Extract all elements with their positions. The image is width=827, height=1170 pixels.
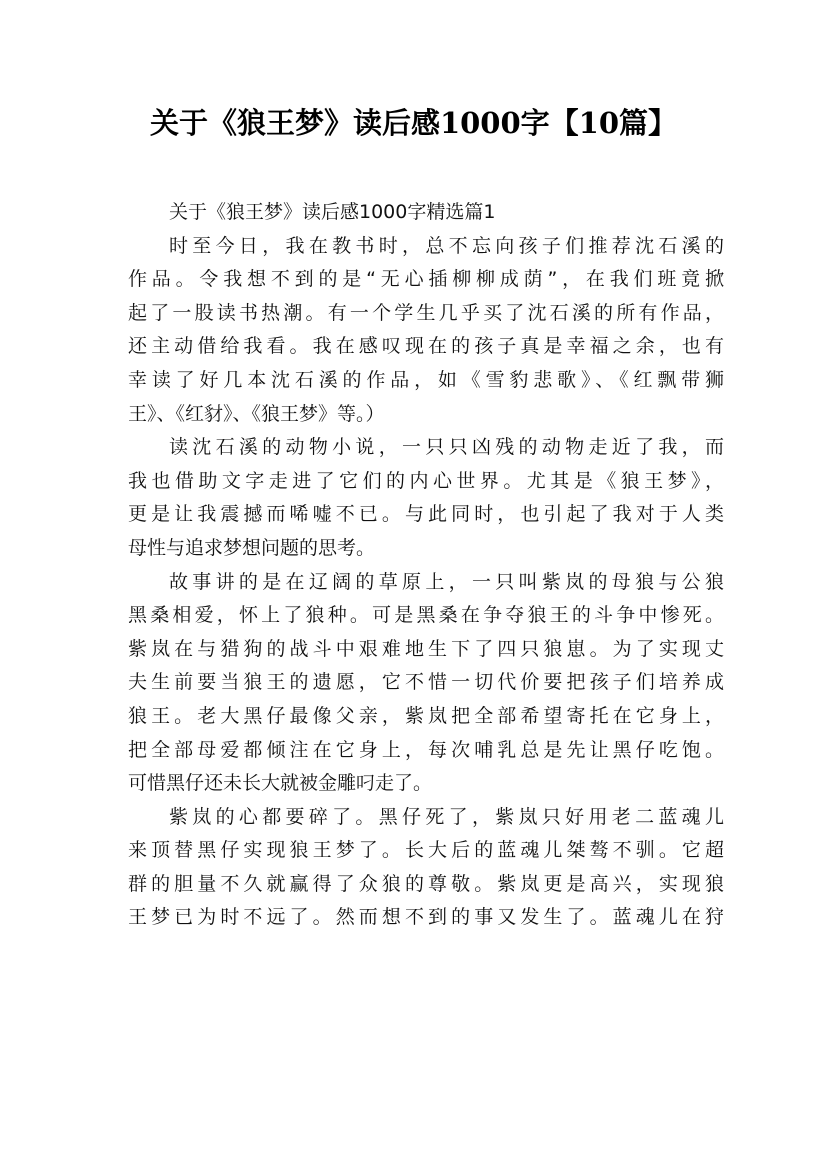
- section-heading: 关于《狼王梦》读后感1000字精选篇1: [169, 201, 496, 223]
- document-body: [128, 196, 724, 935]
- paragraph-line: 母性与追求梦想问题的思考。: [128, 536, 376, 559]
- paragraph-line: 作品。令我想不到的是“无心插柳柳成荫”，在我们班竟掀: [128, 268, 724, 291]
- paragraph-line: 把全部母爱都倾注在它身上，每次哺乳总是先让黑仔吃饱。: [128, 738, 724, 761]
- paragraph-line: 时至今日，我在教书时，总不忘向孩子们推荐沈石溪的: [169, 234, 724, 257]
- paragraph-line: 读沈石溪的动物小说，一只只凶残的动物走近了我，而: [169, 436, 724, 459]
- paragraph-line: 还主动借给我看。我在感叹现在的孩子真是幸福之余，也有: [128, 335, 724, 358]
- paragraph-line: 我也借助文字走进了它们的内心世界。尤其是《狼王梦》，: [128, 469, 724, 492]
- paragraph-line: 来顶替黑仔实现狼王梦了。长大后的蓝魂儿桀骜不驯。它超: [128, 839, 724, 862]
- paragraph-line: 故事讲的是在辽阔的草原上，一只叫紫岚的母狼与公狼: [169, 570, 724, 593]
- paragraph-line: 更是让我震撼而唏嘘不已。与此同时，也引起了我对于人类: [128, 503, 724, 526]
- paragraph-line: 幸读了好几本沈石溪的作品，如《雪豹悲歌》、《红飘带狮: [128, 368, 724, 391]
- document-title: 关于《狼王梦》读后感1000字【10篇】: [149, 106, 678, 140]
- paragraph-line: 夫生前要当狼王的遗愿，它不惜一切代价要把孩子们培养成: [128, 671, 724, 694]
- paragraph-line: 紫岚在与猎狗的战斗中艰难地生下了四只狼崽。为了实现丈: [128, 637, 724, 660]
- paragraph-line: 黑桑相爱，怀上了狼种。可是黑桑在争夺狼王的斗争中惨死。: [128, 604, 724, 627]
- paragraph-line: 可惜黑仔还未长大就被金雕叼走了。: [128, 772, 433, 795]
- paragraph-line: 狼王。老大黑仔最像父亲，紫岚把全部希望寄托在它身上，: [128, 704, 724, 727]
- paragraph-line: 起了一股读书热潮。有一个学生几乎买了沈石溪的所有作品，: [128, 301, 724, 324]
- paragraph-line: 群的胆量不久就赢得了众狼的尊敬。紫岚更是高兴，实现狼: [128, 872, 724, 895]
- paragraph-line: 王》、《红豺》、《狼王梦》等。）: [128, 402, 385, 425]
- paragraph-line: 王梦已为时不远了。然而想不到的事又发生了。蓝魂儿在狩: [128, 906, 724, 929]
- paragraph-line: 紫岚的心都要碎了。黑仔死了，紫岚只好用老二蓝魂儿: [169, 805, 724, 828]
